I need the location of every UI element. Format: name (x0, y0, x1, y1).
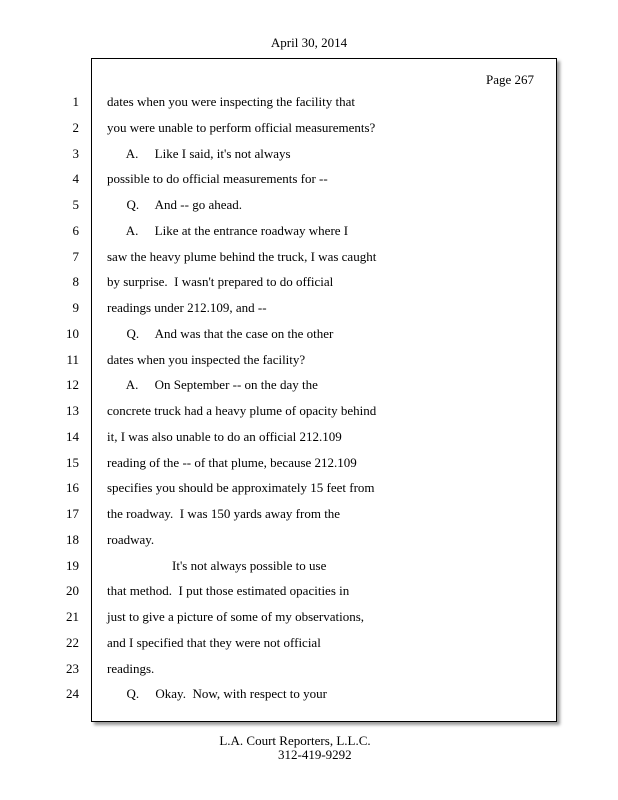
line-number: 20 (66, 583, 79, 599)
line-text: and I specified that they were not official (107, 634, 321, 650)
line-number: 5 (72, 197, 79, 212)
line-text: reading of the -- of that plume, because 212.109 (107, 454, 357, 470)
transcript-line (0, 608, 618, 626)
transcript-line (0, 119, 618, 137)
transcript-line (0, 93, 618, 111)
line-text: possible to do official measurements for -- (107, 171, 328, 187)
transcript-line (0, 222, 618, 240)
line-text: readings under 212.109, and -- (107, 300, 267, 315)
transcript-line (0, 531, 618, 549)
line-number: 15 (66, 454, 79, 470)
transcript-line (0, 660, 618, 678)
line-text: dates when you were inspecting the facility that (107, 94, 356, 109)
line-text: just to give a picture of some of my observations, (107, 609, 365, 624)
line-number: 7 (72, 248, 79, 264)
transcript-line (0, 505, 618, 523)
line-number: 2 (72, 119, 79, 135)
transcript-line (0, 402, 618, 420)
line-number: 13 (66, 403, 79, 418)
line-text: It's not always possible to use (107, 557, 327, 573)
line-number: 11 (66, 351, 79, 367)
transcript-line (0, 557, 618, 575)
line-number: 9 (72, 300, 79, 315)
line-text: A. Like at the entrance roadway where I (107, 222, 349, 238)
transcript-line (0, 325, 618, 343)
transcript-date: April 30, 2014 (270, 35, 348, 50)
line-text: concrete truck had a heavy plume of opacity behind (107, 403, 377, 418)
line-text: you were unable to perform official measurements? (107, 119, 376, 135)
line-text: Q. And -- go ahead. (107, 197, 243, 212)
line-text: A. On September -- on the day the (107, 377, 318, 393)
line-text: Q. Okay. Now, with respect to your (107, 686, 327, 702)
line-number: 1 (72, 94, 79, 109)
transcript-line (0, 196, 618, 214)
line-number: 16 (66, 480, 79, 496)
line-number: 12 (66, 377, 79, 393)
line-text: that method. I put those estimated opacities in (107, 583, 350, 599)
line-number: 17 (66, 506, 79, 521)
transcript-line (0, 582, 618, 600)
footer-company: L.A. Court Reporters, L.L.C. (219, 733, 371, 748)
page-number: Page 267 (486, 72, 535, 87)
line-number: 18 (66, 531, 79, 547)
line-number: 8 (72, 274, 79, 290)
transcript-line (0, 248, 618, 266)
line-text: specifies you should be approximately 15 feet from (107, 480, 375, 496)
transcript-line (0, 145, 618, 163)
line-number: 3 (72, 145, 79, 161)
line-number: 6 (72, 222, 79, 238)
footer-phone: 312-419-9292 (278, 747, 352, 762)
transcript-line (0, 634, 618, 652)
line-text: it, I was also unable to do an official 212.109 (107, 428, 342, 444)
line-number: 10 (66, 325, 79, 341)
line-number: 22 (66, 634, 79, 650)
line-text: the roadway. I was 150 yards away from the (107, 506, 341, 521)
transcript-line (0, 273, 618, 291)
line-number: 14 (66, 428, 79, 444)
line-number: 4 (72, 171, 79, 187)
line-text: roadway. (107, 531, 155, 547)
transcript-line (0, 428, 618, 446)
line-number: 21 (66, 609, 79, 624)
line-text: readings. (107, 660, 155, 676)
transcript-line (0, 170, 618, 188)
transcript-line (0, 351, 618, 369)
line-number: 24 (66, 686, 79, 702)
transcript-line (0, 454, 618, 472)
line-number: 23 (66, 660, 79, 676)
line-number: 19 (66, 557, 79, 573)
line-text: Q. And was that the case on the other (107, 325, 334, 341)
transcript-line (0, 376, 618, 394)
line-text: dates when you inspected the facility? (107, 351, 306, 367)
line-text: A. Like I said, it's not always (107, 145, 291, 161)
line-text: saw the heavy plume behind the truck, I was caught (107, 248, 377, 264)
transcript-line (0, 685, 618, 703)
transcript-line (0, 479, 618, 497)
line-text: by surprise. I wasn't prepared to do official (107, 274, 334, 290)
transcript-line (0, 299, 618, 317)
